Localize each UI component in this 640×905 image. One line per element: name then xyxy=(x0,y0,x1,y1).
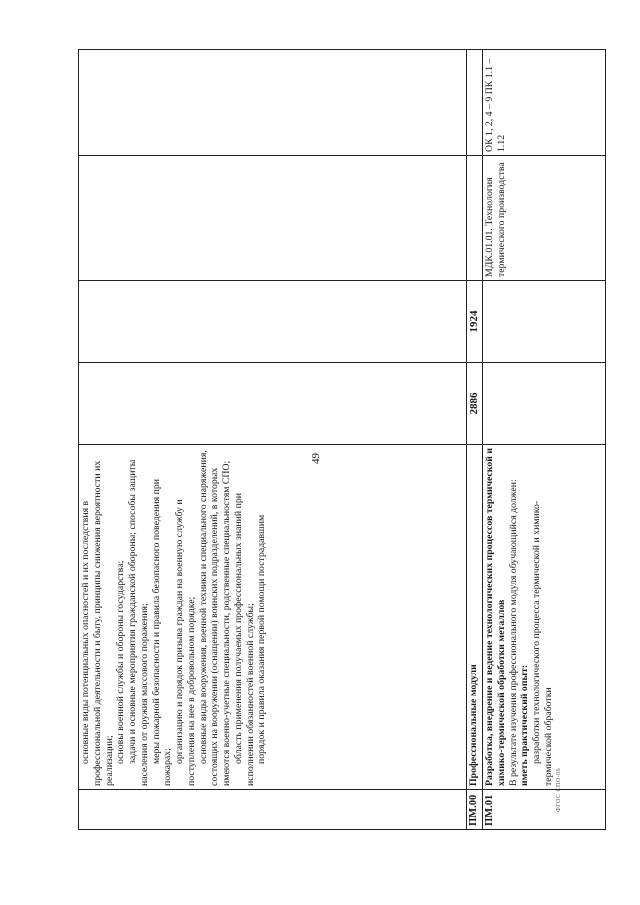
content-line: порядок и правила оказания первой помощи пострадавшим xyxy=(256,514,268,764)
content-line: организацию и порядок призыва граждан на военную службу и поступления на нее в добровольном порядке; xyxy=(174,499,197,786)
content-line: основы военной службы и обороны государства; xyxy=(115,560,127,764)
competencies-cell xyxy=(79,50,467,156)
code-cell: ПМ.00 xyxy=(467,790,483,830)
title-cell: Профессиональные модули xyxy=(467,445,483,790)
hours-max-cell: 2886 xyxy=(467,363,483,445)
rotated-table-container xyxy=(78,50,606,830)
table-row-pm01 xyxy=(483,50,606,830)
hours-required-cell xyxy=(483,281,606,363)
content-line: основные виды потенциальных опасностей и их последствия в профессиональной деятельности и быту, принципы снижения вероятности их реализации; xyxy=(80,460,115,786)
code-cell xyxy=(79,790,467,830)
hours-max-cell xyxy=(483,363,606,445)
module-title: Разработка, внедрение и ведение технологических процессов термической и химико-термической обработки металлов xyxy=(484,447,507,786)
content-cell xyxy=(79,445,467,790)
mdk-cell: МДК.01.01. Технология термического производства xyxy=(483,156,606,281)
competencies-cell xyxy=(467,50,483,156)
content-cell xyxy=(483,445,606,790)
content-line: меры пожарной безопасности и правила безопасного поведения при пожарах; xyxy=(150,479,174,786)
content-line: задачи и основные мероприятия гражданской обороны; способы защиты населения от оружия массового поражения; xyxy=(127,459,150,786)
curriculum-table xyxy=(78,49,606,830)
module-intro: В результате изучения профессионального модуля обучающийся должен: xyxy=(507,479,519,786)
content-line: область применения получаемых профессиональных знаний при исполнении обязанностей военной службы; xyxy=(232,493,256,786)
hours-required-cell xyxy=(79,281,467,363)
footer-code: ФГОС СПО-06 xyxy=(556,767,562,812)
experience-item: разработки технологического процесса термической и химико-термической обработки xyxy=(531,500,554,786)
hours-max-cell xyxy=(79,363,467,445)
mdk-cell xyxy=(467,156,483,281)
table-row-bzh xyxy=(79,50,467,830)
page-number: 49 xyxy=(310,453,322,464)
content-line: основные виды вооружения, военной техники и специального снаряжения, состоящих на вооружении (оснащении) воинских подразделений, в которых имеются военно-учетные специальности, родственные специальностям СПО; xyxy=(197,450,232,786)
code-cell: ПМ.01 xyxy=(483,790,606,830)
experience-heading: иметь практический опыт: xyxy=(519,664,531,786)
table-row-pm00 xyxy=(467,50,483,830)
mdk-cell xyxy=(79,156,467,281)
competencies-cell: ОК 1, 2, 4 – 9 ПК 1.1 – 1.12 xyxy=(483,50,606,156)
hours-required-cell: 1924 xyxy=(467,281,483,363)
